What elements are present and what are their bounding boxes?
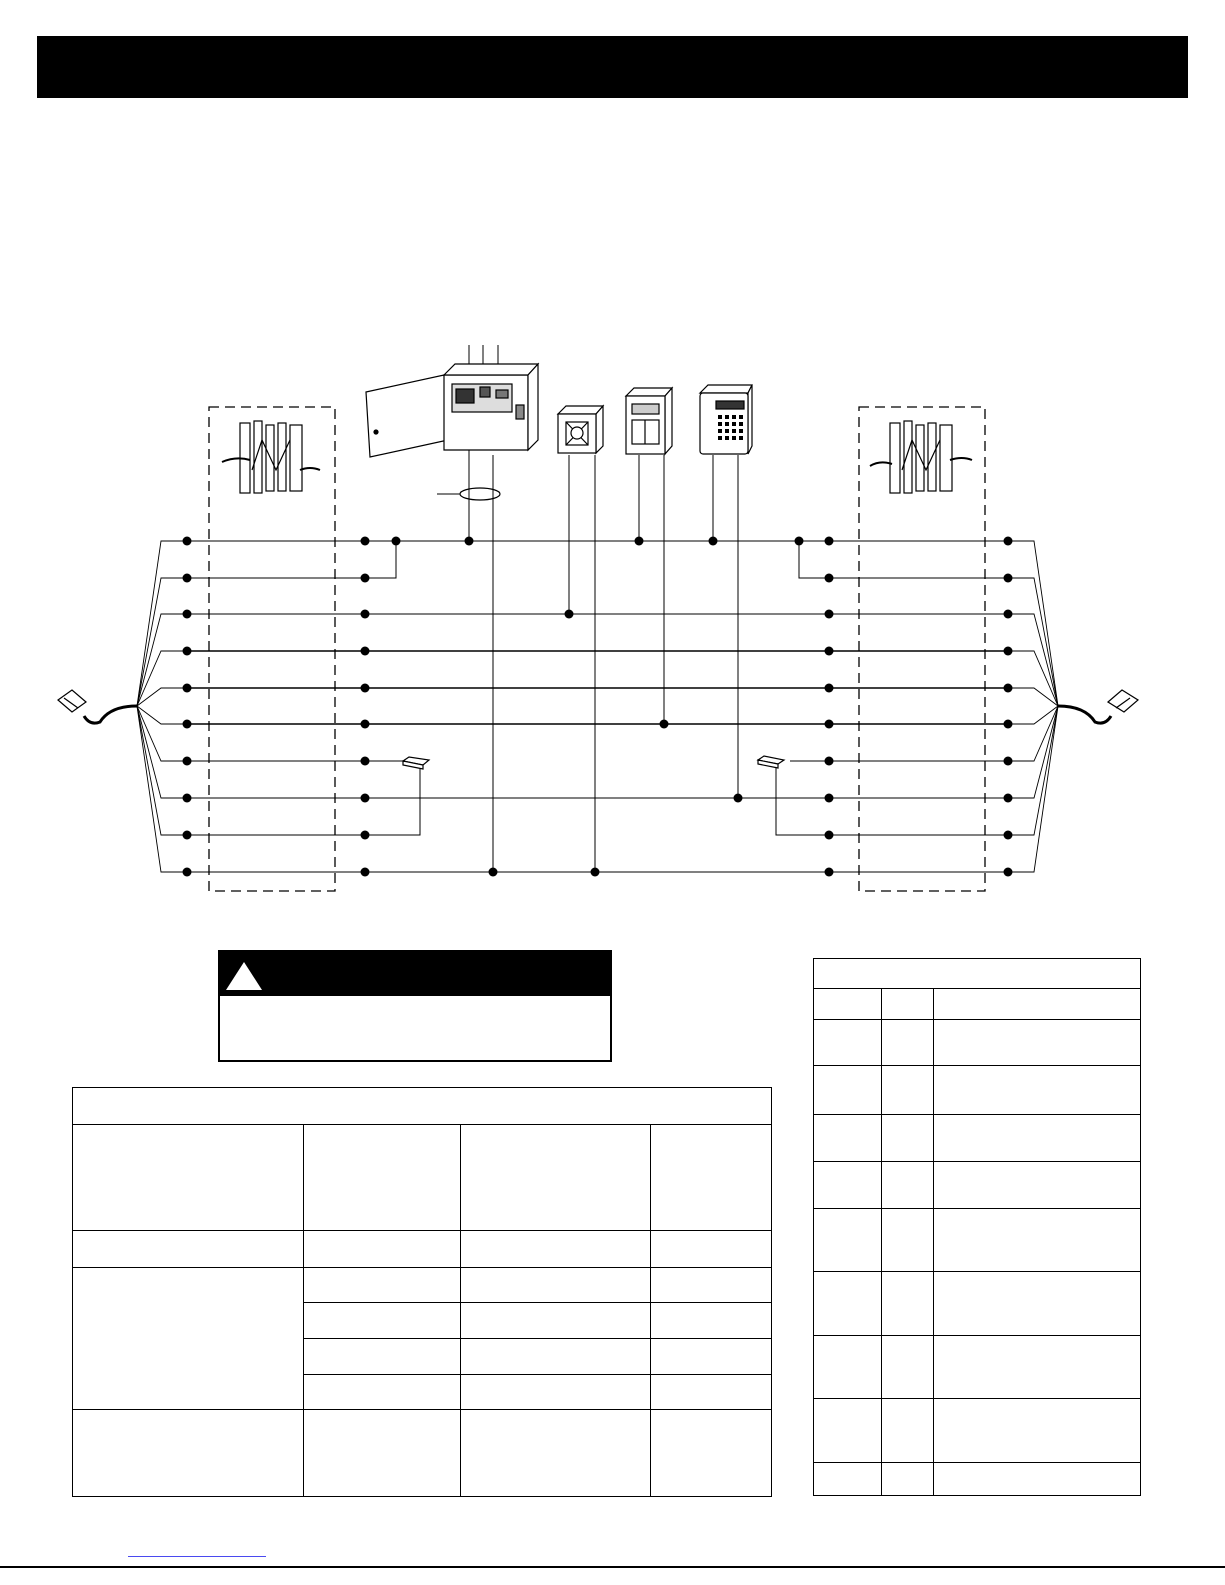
terminal-dot [183,794,192,803]
spec-table [72,1087,772,1497]
spec-cell [304,1125,461,1231]
spec-cell [304,1375,461,1410]
pin-cell [814,1399,882,1463]
terminal-dot [361,684,370,693]
spec-cell [651,1410,772,1497]
terminal-dot [825,794,834,803]
spec-cell [73,1125,304,1231]
terminal-dot [361,610,370,619]
pin-table-header [934,989,1141,1020]
pin-cell [934,1162,1141,1209]
terminal-dot [1004,868,1013,877]
spec-cell [461,1268,651,1303]
spec-cell [461,1375,651,1410]
terminal-dot [1004,537,1013,546]
speaker-icon [558,406,603,453]
pin-cell [814,1115,882,1162]
terminal-dot [489,868,498,877]
spec-cell [304,1303,461,1339]
push-button-station-icon [626,388,672,454]
pin-cell [934,1209,1141,1272]
gate-operator-left-icon [222,421,320,493]
pin-table [813,958,1141,1496]
terminal-dot [361,868,370,877]
spec-cell [461,1303,651,1339]
terminal-dot [361,537,370,546]
terminal-dot [1004,610,1013,619]
pin-cell [814,1020,882,1066]
spec-cell [304,1410,461,1497]
spec-cell [461,1231,651,1268]
spec-cell [73,1268,304,1410]
terminal-dot [1004,684,1013,693]
terminal-dot [183,610,192,619]
control-box-icon [366,364,538,457]
pin-cell [882,1336,934,1399]
spec-cell [651,1125,772,1231]
spec-table-title [73,1088,772,1125]
pin-cell [882,1463,934,1496]
pin-cell [882,1066,934,1115]
pin-cell [934,1336,1141,1399]
terminal-dot [734,794,743,803]
pin-table-header [814,989,882,1020]
terminal-dot [183,574,192,583]
terminal-dot [183,831,192,840]
terminal-dot [1004,757,1013,766]
gate-operator-right-icon [870,421,972,493]
terminal-dot [591,868,600,877]
contact-sensor-right-icon [758,756,784,768]
harness-plug-left-icon [58,690,137,723]
warning-triangle-icon [224,960,264,992]
terminal-dot [825,574,834,583]
terminal-dot [825,868,834,877]
pin-cell [882,1162,934,1209]
terminal-dot [183,757,192,766]
pin-cell [934,1272,1141,1336]
terminal-dot [183,720,192,729]
spec-cell [73,1410,304,1497]
terminal-dot [825,610,834,619]
terminal-dot [1004,720,1013,729]
pin-cell [934,1066,1141,1115]
terminal-dot [183,537,192,546]
spec-cell [651,1268,772,1303]
header-bar [37,36,1188,98]
pin-cell [814,1209,882,1272]
footer-rule [0,1566,1225,1568]
keypad-icon [700,385,752,454]
terminal-dot [660,720,669,729]
terminal-dot [825,684,834,693]
terminal-dot [825,537,834,546]
pin-cell [882,1399,934,1463]
terminal-dot [795,537,804,546]
pin-cell [934,1020,1141,1066]
spec-cell [304,1231,461,1268]
spec-cell [651,1303,772,1339]
pin-cell [882,1020,934,1066]
pin-cell [814,1336,882,1399]
terminal-dot [825,647,834,656]
footer-link-underline[interactable] [128,1556,266,1557]
pin-cell [814,1272,882,1336]
terminal-dot [709,537,718,546]
pin-table-title [814,959,1141,989]
terminal-dot [183,684,192,693]
terminal-dot [183,647,192,656]
terminal-dot [1004,794,1013,803]
wiring-diagram [0,330,1225,910]
pin-cell [882,1115,934,1162]
spec-cell [73,1231,304,1268]
cable-bundle-ring [460,488,500,500]
terminal-dot [465,537,474,546]
terminal-dot [361,831,370,840]
terminal-dot [635,537,644,546]
pin-table-header [882,989,934,1020]
spec-cell [651,1375,772,1410]
terminal-dot [825,757,834,766]
spec-cell [304,1339,461,1375]
harness-plug-right-icon [1058,690,1138,723]
terminal-dot [361,720,370,729]
contact-sensor-left-icon [403,757,429,769]
pin-cell [882,1272,934,1336]
terminal-dot [825,720,834,729]
spec-cell [461,1339,651,1375]
terminal-dot [361,794,370,803]
terminal-dot [565,610,574,619]
pin-cell [814,1162,882,1209]
spec-cell [651,1339,772,1375]
terminal-dot [1004,647,1013,656]
terminal-dot [183,868,192,877]
terminal-dot [825,831,834,840]
spec-cell [461,1410,651,1497]
pin-cell [934,1399,1141,1463]
spec-cell [651,1231,772,1268]
pin-cell [814,1066,882,1115]
terminal-dot [1004,831,1013,840]
pin-cell [814,1463,882,1496]
pin-cell [934,1115,1141,1162]
warning-header [220,952,610,996]
spec-cell [304,1268,461,1303]
spec-cell [461,1125,651,1231]
terminal-dot [361,757,370,766]
terminal-dot [392,537,401,546]
pin-cell [882,1209,934,1272]
warning-box [218,950,612,1062]
terminal-dot [361,574,370,583]
pin-cell [934,1463,1141,1496]
terminal-dot [1004,574,1013,583]
terminal-dot [361,647,370,656]
